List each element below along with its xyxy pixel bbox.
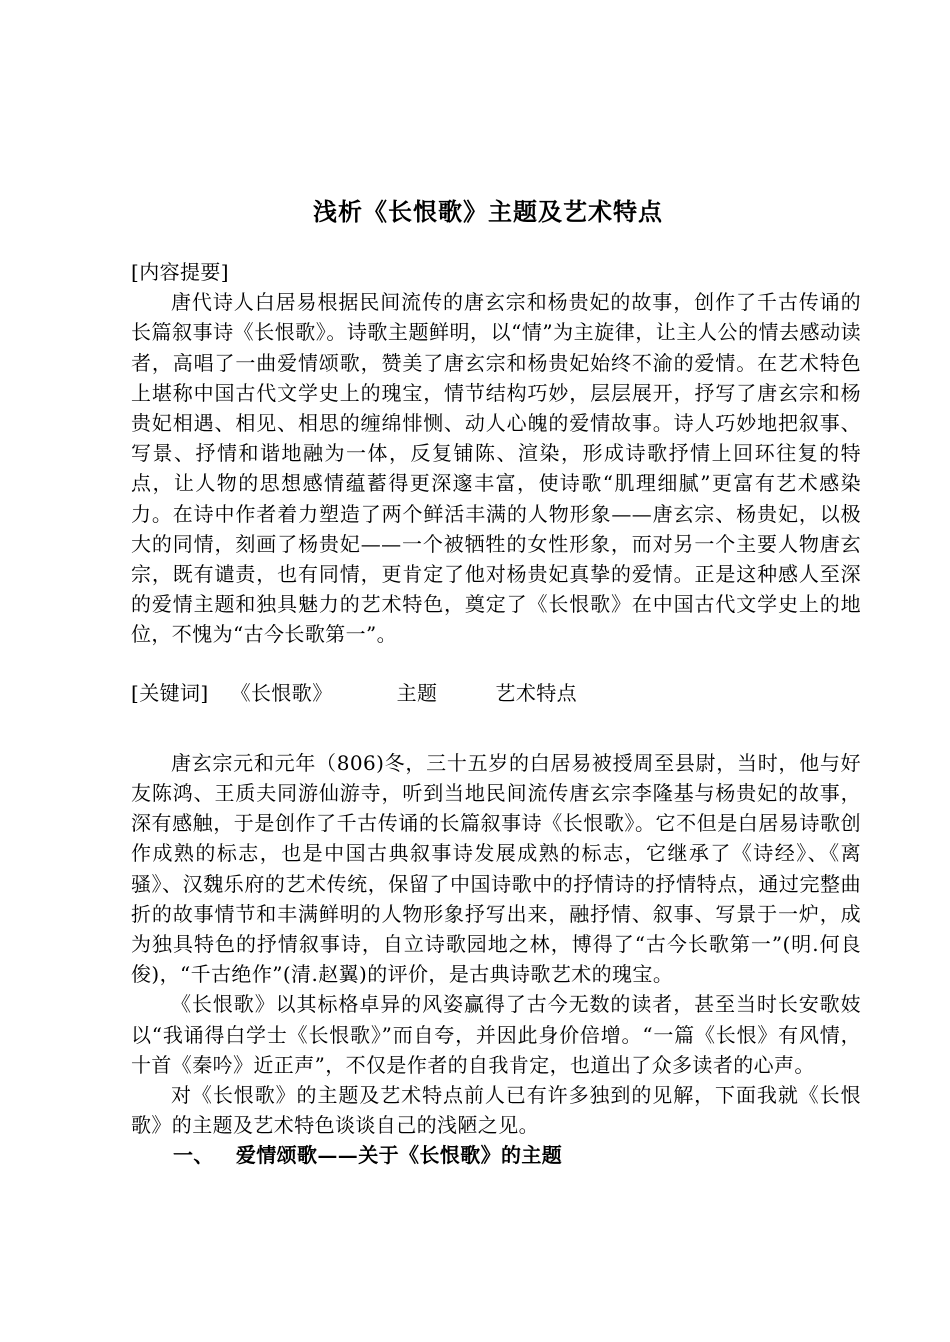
section-title: 爱情颂歌——关于《长恨歌》的主题 <box>235 1143 563 1168</box>
section-heading <box>131 1140 861 1170</box>
document-body <box>131 257 861 1171</box>
body-paragraph: 唐玄宗元和元年（806)冬，三十五岁的白居易被授周至县尉，当时，他与好友陈鸿、王质夫同游仙游寺，听到当地民间流传唐玄宗李隆基与杨贵妃的故事，深有感触，于是创作了千古传诵的长篇叙事诗《长恨歌》。它不但是白居易诗歌创作成熟的标志，也是中国古典叙事诗发展成熟的标志，它继承了《诗经》、《离骚》、汉魏乐府的艺术传统，保留了中国诗歌中的抒情诗的抒情特点，通过完整曲折的故事情节和丰满鲜明的人物形象抒写出来，融抒情、叙事、写景于一炉，成为独具特色的抒情叙事诗，自立诗歌园地之林，博得了“古今长歌第一”(明.何良俊)，“千古绝作”(清.赵翼)的评价，是古典诗歌艺术的瑰宝。 <box>131 750 861 987</box>
keywords-line <box>131 678 861 708</box>
keywords-label: [关键词] <box>131 680 209 705</box>
document-title: 浅析《长恨歌》主题及艺术特点 <box>313 198 663 226</box>
body-paragraph: 《长恨歌》以其标格卓异的风姿赢得了古今无数的读者，甚至当时长安歌妓以“我诵得白学士《长恨歌》”而自夸，并因此身价倍增。“一篇《长恨》有风情，十首《秦吟》近正声”，不仅是作者的自我肯定，也道出了众多读者的心声。 <box>131 992 861 1077</box>
abstract-text: 唐代诗人白居易根据民间流传的唐玄宗和杨贵妃的故事，创作了千古传诵的长篇叙事诗《长恨歌》。诗歌主题鲜明，以“情”为主旋律，让主人公的情去感动读者，高唱了一曲爱情颂歌，赞美了唐玄宗和杨贵妃始终不渝的爱情。在艺术特色上堪称中国古代文学史上的瑰宝，情节结构巧妙，层层展开，抒写了唐玄宗和杨贵妃相遇、相见、相思的缠绵悱恻、动人心魄的爱情故事。诗人巧妙地把叙事、写景、抒情和谐地融为一体，反复铺陈、渲染，形成诗歌抒情上回环往复的特点，让人物的思想感情蕴蓄得更深邃丰富，使诗歌“肌理细腻”更富有艺术感染力。在诗中作者着力塑造了两个鲜活丰满的人物形象——唐玄宗、杨贵妃，以极大的同情，刻画了杨贵妃——一个被牺牲的女性形象，而对另一个主要人物唐玄宗，既有谴责，也有同情，更肯定了他对杨贵妃真挚的爱情。正是这种感人至深的爱情主题和独具魅力的艺术特色，奠定了《长恨歌》在中国古代文学史上的地位，不愧为“古今长歌第一”。 <box>131 290 861 647</box>
keyword-item: 《长恨歌》 <box>230 680 333 705</box>
body-paragraph: 对《长恨歌》的主题及艺术特点前人已有许多独到的见解，下面我就《长恨歌》的主题及艺术特色谈谈自己的浅陋之见。 <box>131 1083 861 1138</box>
keyword-item: 艺术特点 <box>495 680 578 705</box>
section-number: 一、 <box>173 1143 214 1168</box>
keyword-item: 主题 <box>396 680 438 705</box>
abstract-label: [内容提要] <box>131 260 230 284</box>
